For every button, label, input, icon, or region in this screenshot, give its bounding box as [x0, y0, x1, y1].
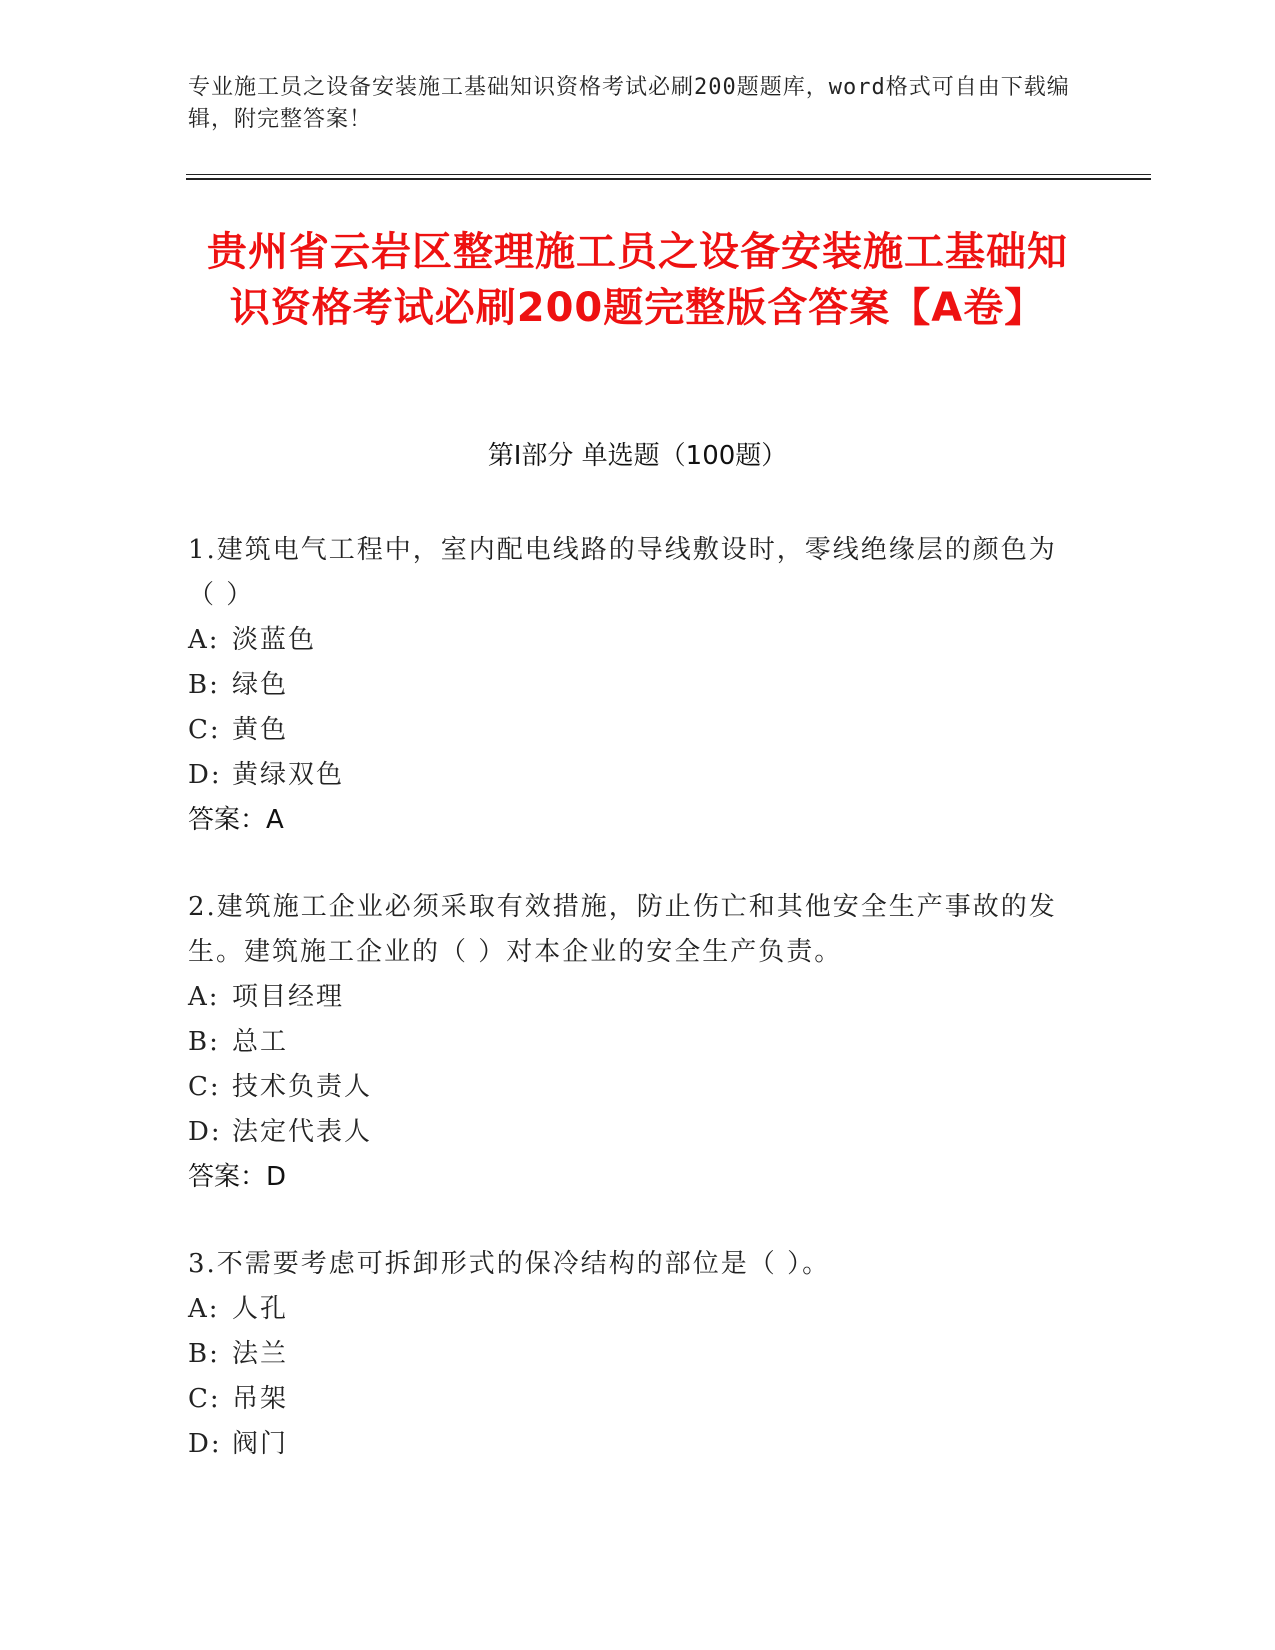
question-item: [188, 1242, 1068, 1467]
question-stem: 1.建筑电气工程中，室内配电线路的导线敷设时，零线绝缘层的颜色为（ ）: [188, 535, 1057, 610]
option-letter: B:: [188, 1027, 220, 1057]
option-text: 黄色: [232, 715, 289, 745]
option-text: 黄绿双色: [232, 760, 345, 790]
option-text: 法定代表人: [232, 1117, 373, 1147]
section-heading: 第I部分 单选题（100题）: [487, 441, 788, 471]
option-text: 法兰: [232, 1339, 289, 1369]
question-stem: 3.不需要考虑可拆卸形式的保冷结构的部位是（ ）。: [188, 1249, 831, 1279]
option-b: [188, 1020, 1068, 1065]
header-divider-thin: [186, 174, 1151, 175]
option-letter: C:: [188, 715, 221, 745]
answer-line: 答案：D: [188, 1162, 287, 1192]
question-list: [188, 528, 1068, 1509]
option-letter: A:: [188, 625, 220, 655]
option-text: 技术负责人: [232, 1072, 373, 1102]
header-divider-thick: [186, 178, 1151, 180]
question-item: [188, 528, 1068, 843]
option-a: [188, 975, 1068, 1020]
option-letter: B:: [188, 670, 220, 700]
document-title: 贵州省云岩区整理施工员之设备安装施工基础知识资格考试必刷200题完整版含答案【A卷】: [207, 229, 1068, 331]
option-letter: A:: [188, 1294, 220, 1324]
option-text: 人孔: [232, 1294, 289, 1324]
option-text: 绿色: [232, 670, 289, 700]
answer-line: 答案：A: [188, 805, 284, 835]
option-a: [188, 1287, 1068, 1332]
option-letter: C:: [188, 1072, 221, 1102]
option-d: [188, 1422, 1068, 1467]
header-note: 专业施工员之设备安装施工基础知识资格考试必刷200题题库，word格式可自由下载编辑，附完整答案！: [188, 75, 1070, 132]
option-d: [188, 1110, 1068, 1155]
option-d: [188, 753, 1068, 798]
option-text: 淡蓝色: [232, 625, 317, 655]
option-c: [188, 1377, 1068, 1422]
option-b: [188, 663, 1068, 708]
option-text: 总工: [232, 1027, 289, 1057]
question-item: [188, 885, 1068, 1200]
option-letter: C:: [188, 1384, 221, 1414]
option-a: [188, 618, 1068, 663]
option-letter: D:: [188, 1429, 222, 1459]
question-stem: 2.建筑施工企业必须采取有效措施，防止伤亡和其他安全生产事故的发生。建筑施工企业的（ ）对本企业的安全生产负责。: [188, 892, 1057, 967]
option-c: [188, 1065, 1068, 1110]
option-b: [188, 1332, 1068, 1377]
option-letter: D:: [188, 1117, 222, 1147]
option-text: 吊架: [232, 1384, 289, 1414]
option-letter: A:: [188, 982, 220, 1012]
option-text: 阀门: [232, 1429, 289, 1459]
option-letter: D:: [188, 760, 222, 790]
option-c: [188, 708, 1068, 753]
option-text: 项目经理: [232, 982, 345, 1012]
option-letter: B:: [188, 1339, 220, 1369]
